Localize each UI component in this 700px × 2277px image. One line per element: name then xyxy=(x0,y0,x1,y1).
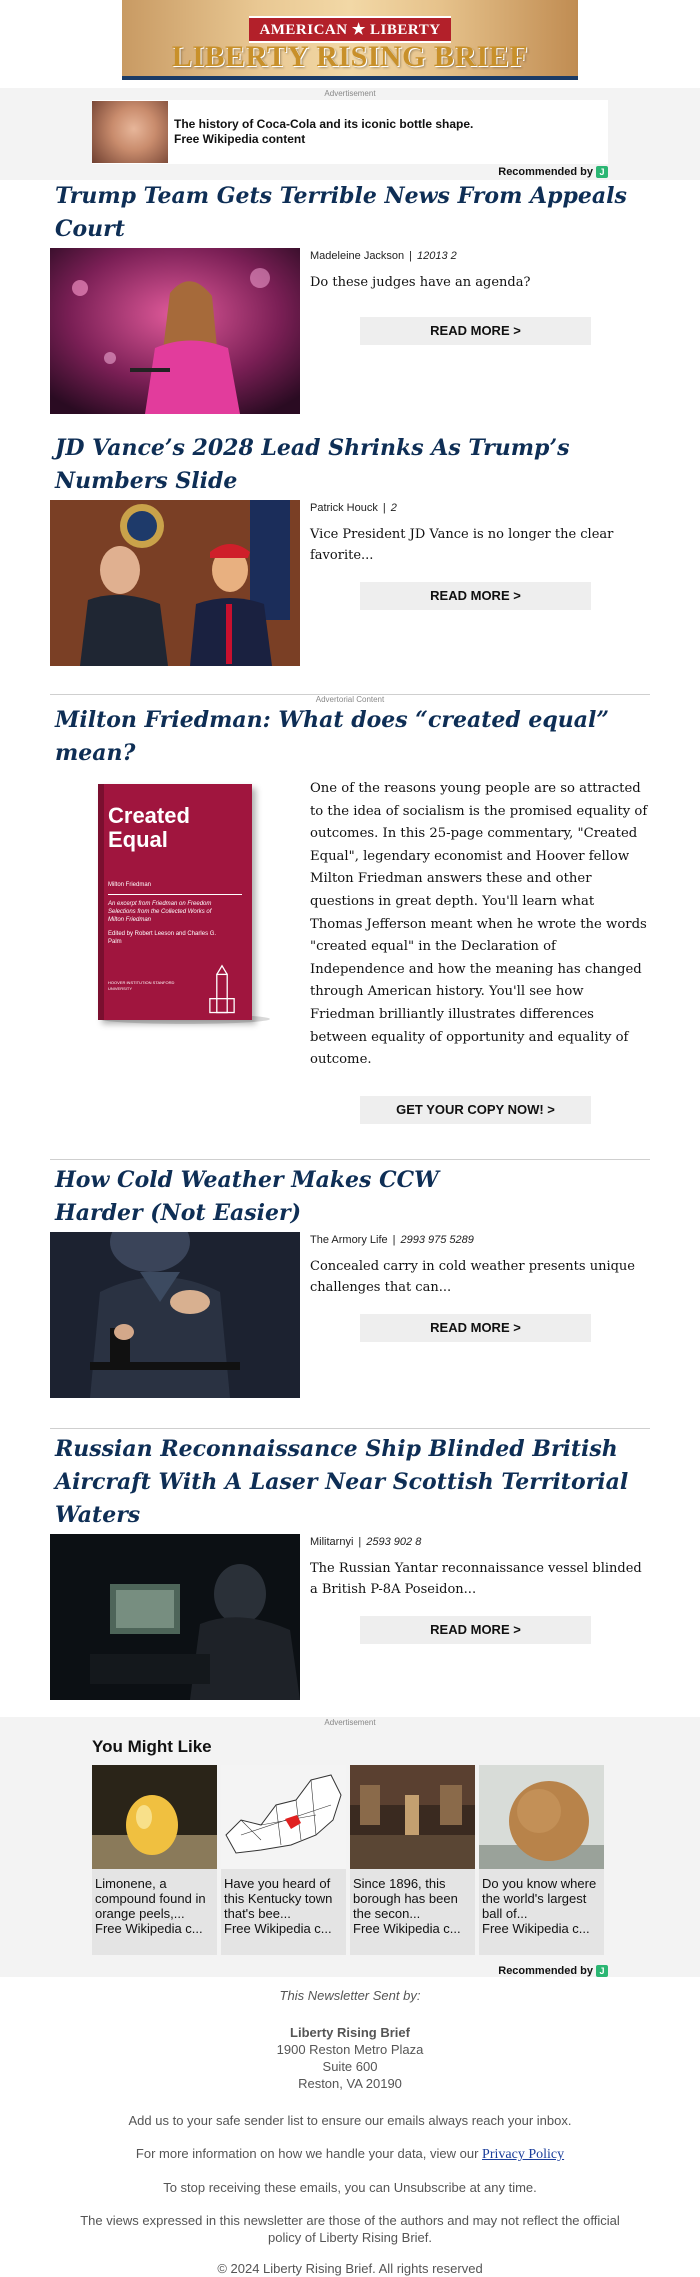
header xyxy=(0,0,700,88)
tile-source: Free Wikipedia c... xyxy=(482,1921,590,1936)
article-teaser: Vice President JD Vance is no longer the clear favorite... xyxy=(310,527,614,563)
article-meta: 2993 975 5289 xyxy=(400,1234,474,1246)
book-subtitle: An excerpt from Friedman on Freedom Selections from the Collected Works of Milton Friedman xyxy=(108,901,212,923)
footer xyxy=(0,1977,700,2277)
recommender-logo-icon: J xyxy=(596,166,608,178)
article-4 xyxy=(0,1433,700,1705)
tile-text: Do you know where the world's largest ball of... xyxy=(482,1876,597,1921)
ad-headline[interactable]: The history of Coca-Cola and its iconic bottle shape. xyxy=(174,117,474,131)
sponsored-article xyxy=(0,695,700,1159)
article-author: Madeleine Jackson xyxy=(310,250,405,262)
privacy-text xyxy=(0,2145,700,2163)
address-block xyxy=(0,2024,700,2092)
tile-text: Since 1896, this borough has been the secon... xyxy=(353,1876,458,1921)
tile-image[interactable] xyxy=(92,1765,217,1869)
article-title[interactable]: Trump Team Gets Terrible News From Appeals Court xyxy=(55,183,627,242)
recommended-by[interactable] xyxy=(498,166,608,178)
address-line: Reston, VA 20190 xyxy=(298,2076,402,2091)
address-line: Suite 600 xyxy=(322,2059,378,2074)
tile-source: Free Wikipedia c... xyxy=(224,1921,332,1936)
privacy-policy-link[interactable]: Privacy Policy xyxy=(482,2147,565,2162)
you-might-like-title: You Might Like xyxy=(92,1737,212,1756)
divider xyxy=(50,1428,650,1429)
book-editors: Edited by Robert Leeson and Charles G. Palm xyxy=(108,931,217,945)
read-more-button[interactable]: READ MORE > xyxy=(360,1616,591,1644)
article-image[interactable] xyxy=(50,1232,300,1398)
ad-source: Free Wikipedia content xyxy=(174,132,306,146)
article-byline: Patrick Houck | 2 xyxy=(310,502,397,514)
article-author: The Armory Life xyxy=(310,1234,388,1246)
article-byline: Madeleine Jackson | 12013 2 xyxy=(310,250,457,262)
sent-by: This Newsletter Sent by: xyxy=(279,1988,421,2003)
ad-label: Advertisement xyxy=(324,1718,376,1727)
tile-source: Free Wikipedia c... xyxy=(95,1921,203,1936)
article-byline: The Armory Life | 2993 975 5289 xyxy=(310,1234,474,1246)
masthead-logo[interactable] xyxy=(122,0,578,80)
read-more-button[interactable]: READ MORE > xyxy=(360,1314,591,1342)
privacy-prefix: For more information on how we handle your data, view our xyxy=(135,2146,479,2161)
article-teaser: Concealed carry in cold weather presents unique challenges that can... xyxy=(310,1259,635,1295)
read-more-button[interactable]: READ MORE > xyxy=(360,317,591,345)
address-line: 1900 Reston Metro Plaza xyxy=(276,2042,424,2057)
org-name: Liberty Rising Brief xyxy=(290,2025,410,2040)
tile-source: Free Wikipedia c... xyxy=(353,1921,461,1936)
article-image[interactable] xyxy=(50,500,300,666)
article-image[interactable] xyxy=(50,1534,300,1700)
recommendation-tile[interactable] xyxy=(221,1765,346,1955)
article-meta: 2 xyxy=(390,502,397,514)
read-more-button[interactable]: READ MORE > xyxy=(360,582,591,610)
unsubscribe-text[interactable]: To stop receiving these emails, you can Unsubscribe at any time. xyxy=(163,2180,537,2195)
recommendation-tile[interactable] xyxy=(479,1765,604,1955)
tile-image[interactable] xyxy=(221,1765,346,1869)
book-cover[interactable] xyxy=(50,776,300,1036)
article-teaser: The Russian Yantar reconnaissance vessel blinded a British P-8A Poseidon... xyxy=(310,1561,642,1597)
top-ad-block xyxy=(0,88,700,180)
article-author: Militarnyi xyxy=(310,1536,354,1548)
article-title[interactable]: How Cold Weather Makes CCW Harder (Not Easier) xyxy=(55,1167,439,1226)
divider xyxy=(50,1159,650,1160)
book-publisher: HOOVER INSTITUTION STANFORD UNIVERSITY xyxy=(108,980,175,991)
ad-thumbnail[interactable] xyxy=(92,101,168,163)
get-your-copy-button[interactable]: GET YOUR COPY NOW! > xyxy=(360,1096,591,1124)
book-title: Created Equal xyxy=(108,803,190,852)
tile-image[interactable] xyxy=(350,1765,475,1869)
top-ad-card[interactable] xyxy=(92,100,608,164)
disclaimer-text: The views expressed in this newsletter are those of the authors and may not reflect the official policy of Liberty Rising Brief. xyxy=(80,2213,620,2245)
masthead-band: AMERICAN ★ LIBERTY xyxy=(249,16,450,43)
sponsored-body: One of the reasons young people are so attracted to the idea of socialism is the promised equality of outcomes. In this 25-page commentary, "Created Equal", legendary economist and Hoover fellow Milton Friedman answers these and other questions in great depth. You'll learn what Thomas Jefferson meant when he wrote the words "created equal" in the Declaration of Independence and how the meaning has changed through American history. You'll see how Friedman brilliantly illustrates differences between equality of opportunity and equality of outcome. xyxy=(310,781,648,1068)
ad-label: Advertisement xyxy=(324,89,376,98)
article-title[interactable]: JD Vance’s 2028 Lead Shrinks As Trump’s Numbers Slide xyxy=(55,435,570,494)
recommendation-tile[interactable] xyxy=(92,1765,217,1955)
recommended-by[interactable] xyxy=(498,1965,608,1977)
advertorial-label: Advertorial Content xyxy=(315,695,385,704)
article-2 xyxy=(0,432,700,694)
sponsored-title[interactable]: Milton Friedman: What does “created equal” mean? xyxy=(55,707,610,766)
recommender-logo-icon: J xyxy=(596,1965,608,1977)
tile-text: Have you heard of this Kentucky town that's bee... xyxy=(224,1876,333,1921)
masthead-title: LIBERTY RISING BRIEF xyxy=(171,40,529,73)
article-1 xyxy=(0,180,700,422)
article-teaser: Do these judges have an agenda? xyxy=(310,275,531,290)
recommendation-tile[interactable] xyxy=(350,1765,475,1955)
you-might-like-block xyxy=(0,1717,700,1977)
recommended-label: Recommended by xyxy=(498,166,593,178)
article-meta: 2593 902 8 xyxy=(366,1536,422,1548)
article-byline: Militarnyi | 2593 902 8 xyxy=(310,1536,422,1548)
copyright-text: © 2024 Liberty Rising Brief. All rights reserved xyxy=(217,2261,483,2276)
article-3 xyxy=(0,1164,700,1424)
article-image[interactable] xyxy=(50,248,300,414)
article-title[interactable]: Russian Reconnaissance Ship Blinded British Aircraft With A Laser Near Scottish Territorial Waters xyxy=(55,1436,629,1528)
recommended-label: Recommended by xyxy=(498,1965,593,1977)
tile-text: Limonene, a compound found in orange peels,... xyxy=(95,1876,206,1921)
article-author: Patrick Houck xyxy=(310,502,378,514)
book-author: Milton Friedman xyxy=(108,882,152,888)
hoover-tower-icon xyxy=(202,964,242,1016)
safe-sender-text: Add us to your safe sender list to ensure our emails always reach your inbox. xyxy=(128,2113,572,2128)
article-meta: 12013 2 xyxy=(417,250,457,262)
tile-image[interactable] xyxy=(479,1765,604,1869)
